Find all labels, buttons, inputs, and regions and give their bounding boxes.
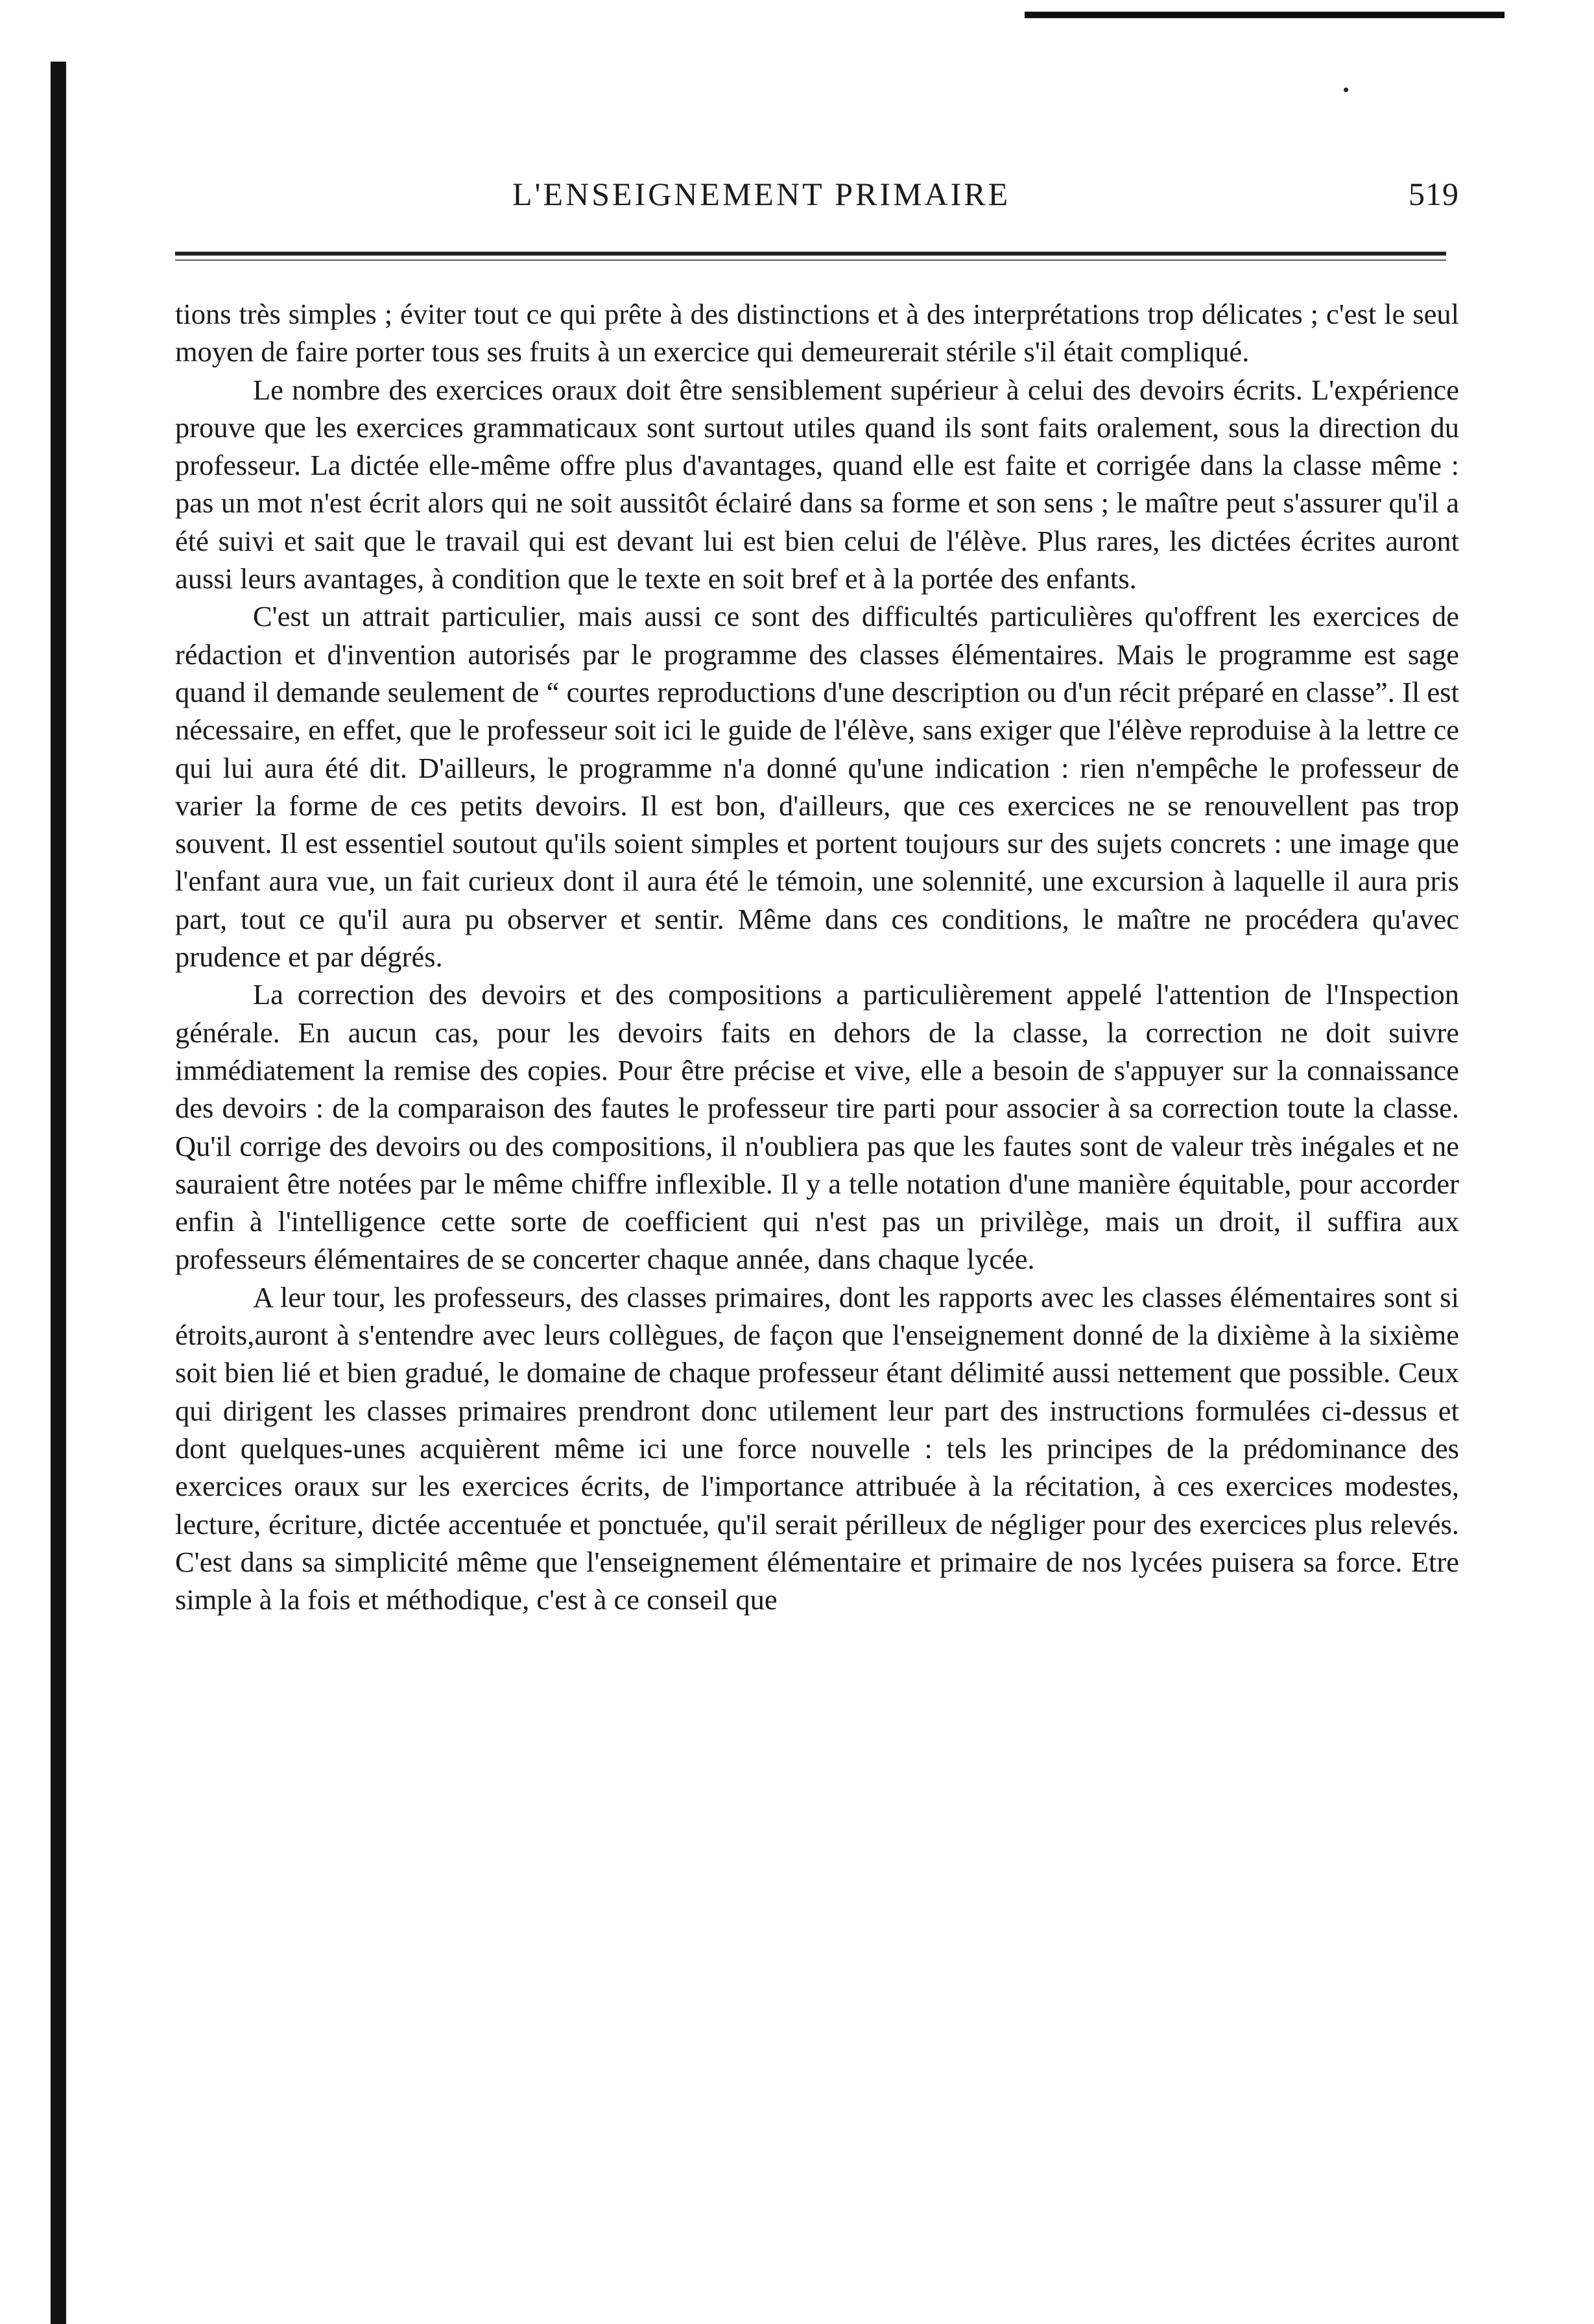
paragraph-primary-classes: A leur tour, les professeurs, des classes primaires, dont les rapports avec les classes élémentaires sont si étroits,auront à s'entendre avec leurs collègues, de façon que l'enseignement donné de la dixième à la sixième soit bien lié et bien gradué, le domaine de chaque professeur étant délimité aussi nettement que possible. Ceux qui dirigent les classes primaires prendront donc utilement leur part des instructions formulées ci-dessus et dont quelques-unes acquièrent même ici une force nouvelle : tels les principes de la prédominance des exercices oraux sur les exercices écrits, de l'importance attribuée à la récitation, à ces exercices modestes, lecture, écriture, dictée accentuée et ponctuée, qu'il serait périlleux de négliger pour des exercices plus relevés. C'est dans sa simplicité même que l'enseignement élémentaire et primaire de nos lycées puisera sa force. Etre simple à la fois et méthodique, c'est à ce conseil que bbox=[175, 1280, 1459, 1616]
page-number: 519 bbox=[1409, 176, 1459, 212]
scan-top-rule bbox=[1025, 12, 1505, 18]
header-rule bbox=[175, 252, 1446, 256]
paragraph-correction: La correction des devoirs et des compositions a particulièrement appelé l'attention de l'Inspection générale. En aucun cas, pour les devoirs faits en dehors de la classe, la correction ne doit suivre immédiatement la remise des copies. Pour être précise et vive, elle a besoin de s'appuyer sur la connaissance des devoirs : de la comparaison des fautes le professeur tire parti pour associer à sa correction toute la classe. Qu'il corrige des devoirs ou des compositions, il n'oubliera pas que les fautes sont de valeur très inégales et ne sauraient être notées par le même chiffre inflexible. Il y a telle notation d'une manière équitable, pour accorder enfin à l'intelligence cette sorte de coefficient qui n'est pas un privilège, mais un droit, il suffira aux professeurs élémentaires de se concerter chaque année, dans chaque lycée. bbox=[175, 978, 1459, 1276]
paragraph-composition-exercises: C'est un attrait particulier, mais aussi ce sont des difficultés particulières qu'offrent les exercices de rédaction et d'invention autorisés par le programme des classes élémentaires. Mais le programme est sage quand il demande seulement de “ courtes reproductions d'une description ou d'un récit préparé en classe”. Il est nécessaire, en effet, que le professeur soit ici le guide de l'élève, sans exiger que l'élève reproduise à la lettre ce qui lui aura été dit. D'ailleurs, le programme n'a donné qu'une indication : rien n'empêche le professeur de varier la forme de ces petits devoirs. Il est bon, d'ailleurs, que ces exercices ne se renouvellent pas trop souvent. Il est essentiel soutout qu'ils soient simples et portent toujours sur des sujets concrets : une image que l'enfant aura vue, un fait curieux dont il aura été le témoin, une solennité, une excursion à laquelle il aura pris part, tout ce qu'il aura pu observer et sentir. Même dans ces conditions, le maître ne procédera qu'avec prudence et par dégrés. bbox=[175, 600, 1459, 974]
body-text bbox=[175, 295, 1459, 1618]
header-rule-thin bbox=[175, 259, 1446, 261]
running-head bbox=[175, 175, 1459, 227]
running-title: L'ENSEIGNEMENT PRIMAIRE bbox=[512, 176, 1011, 212]
paragraph-continued: tions très simples ; éviter tout ce qui prête à des distinctions et à des interprétations trop délicates ; c'est le seul moyen de faire porter tous ses fruits à un exercice qui demeurerait stérile s'il était compliqué. bbox=[175, 298, 1459, 368]
scan-binding-shadow bbox=[51, 62, 66, 2324]
scan-speck bbox=[1344, 88, 1348, 92]
paragraph-oral-exercises: Le nombre des exercices oraux doit être sensiblement supérieur à celui des devoirs écrits. L'expérience prouve que les exercices grammaticaux sont surtout utiles quand ils sont faits oralement, sous la direction du professeur. La dictée elle-même offre plus d'avantages, quand elle est faite et corrigée dans la classe même : pas un mot n'est écrit alors qui ne soit aussitôt éclairé dans sa forme et son sens ; le maître peut s'assurer qu'il a été suivi et sait que le travail qui est devant lui est bien celui de l'élève. Plus rares, les dictées écrites auront aussi leurs avantages, à condition que le texte en soit bref et à la portée des enfants. bbox=[175, 373, 1459, 595]
